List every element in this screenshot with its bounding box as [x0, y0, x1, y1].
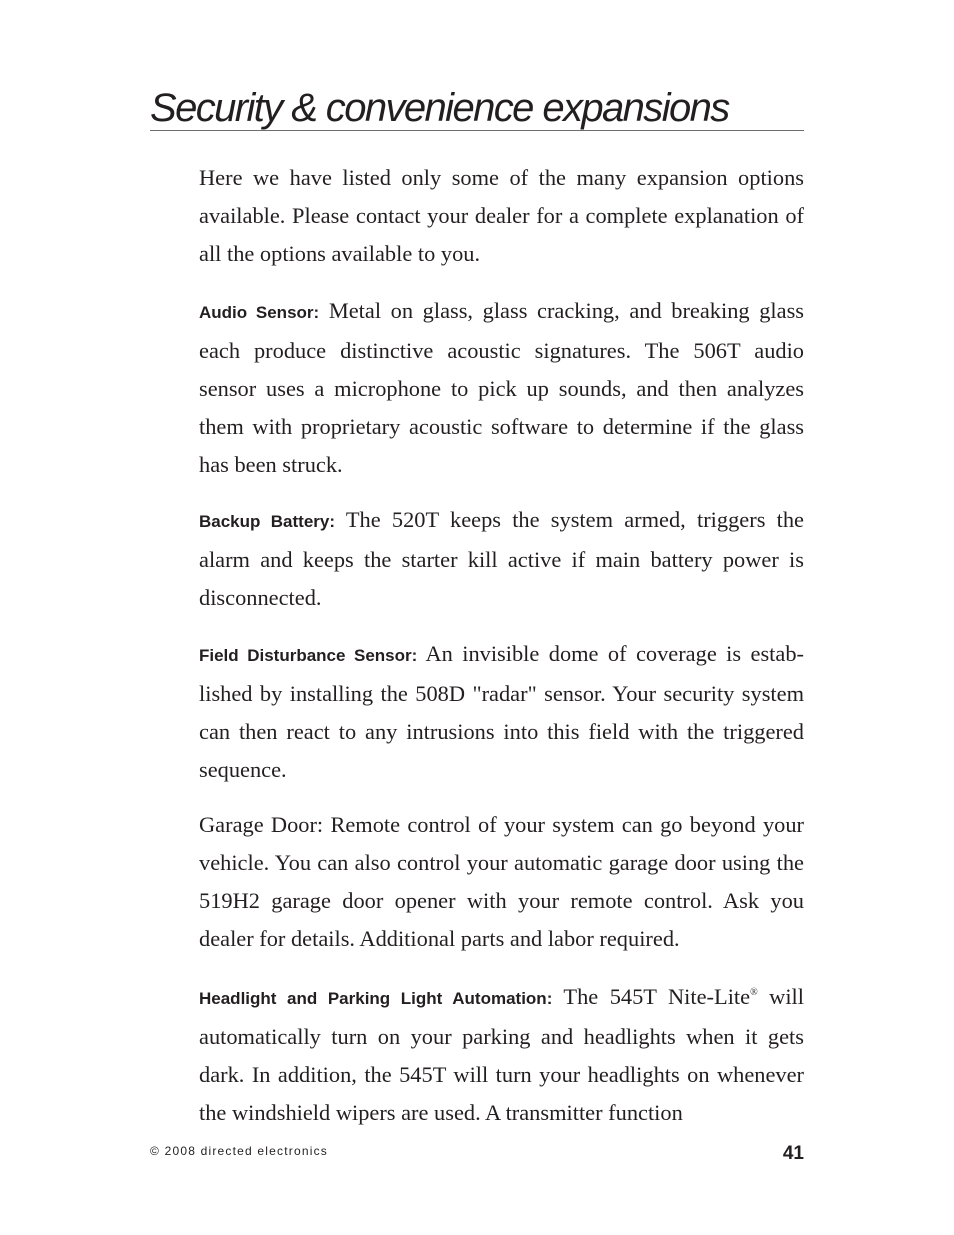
field-disturbance-label: Field Disturbance Sensor: — [199, 646, 418, 665]
page-title: Security & convenience expansions — [150, 86, 804, 131]
registered-mark: ® — [750, 987, 758, 998]
headlight-automation-text-before: The 545T Nite-Lite — [563, 984, 751, 1009]
garage-door-paragraph — [199, 806, 804, 958]
page-number: 41 — [782, 1143, 804, 1164]
audio-sensor-text: Metal on glass, glass cracking, and breaking glass each produce distinctive acoustic signatures. The 506T audio sensor uses a microphone to pick up sounds, and then analyzes them with proprietary acoustic software to determine if the glass has been struck. — [199, 298, 804, 477]
headlight-automation-text-after: will automatically turn on your parking and headlights when it gets dark. In addition, the 545T will turn your headlights on whenever the windshield wipers are used. A transmitter function — [199, 984, 804, 1125]
copyright-footer: © 2008 directed electronics — [150, 1144, 328, 1158]
field-disturbance-text: An invisible dome of coverage is estab-lished by installing the 508D "radar" sensor. Your security system can then react to any intrusions into this field with the triggered sequence. — [199, 641, 804, 782]
backup-battery-paragraph — [199, 501, 804, 617]
headlight-automation-label: Headlight and Parking Light Automation: — [199, 989, 553, 1008]
intro-paragraph: Here we have listed only some of the many expansion options available. Please contact your dealer for a complete explanation of all the options available to you. — [199, 165, 804, 266]
garage-door-label: Garage Door: — [199, 812, 324, 837]
garage-door-text: Remote control of your system can go beyond your vehicle. You can also control your automatic garage door using the 519H2 garage door opener with your remote control. Ask you dealer for details. Additional parts and labor required. — [199, 812, 804, 951]
audio-sensor-paragraph — [199, 292, 804, 484]
headlight-automation-paragraph — [199, 978, 804, 1132]
audio-sensor-label: Audio Sensor: — [199, 303, 320, 322]
field-disturbance-paragraph — [199, 635, 804, 789]
backup-battery-text: The 520T keeps the system armed, triggers the alarm and keeps the starter kill active if main battery power is disconnected. — [199, 507, 804, 610]
backup-battery-label: Backup Battery: — [199, 512, 336, 531]
